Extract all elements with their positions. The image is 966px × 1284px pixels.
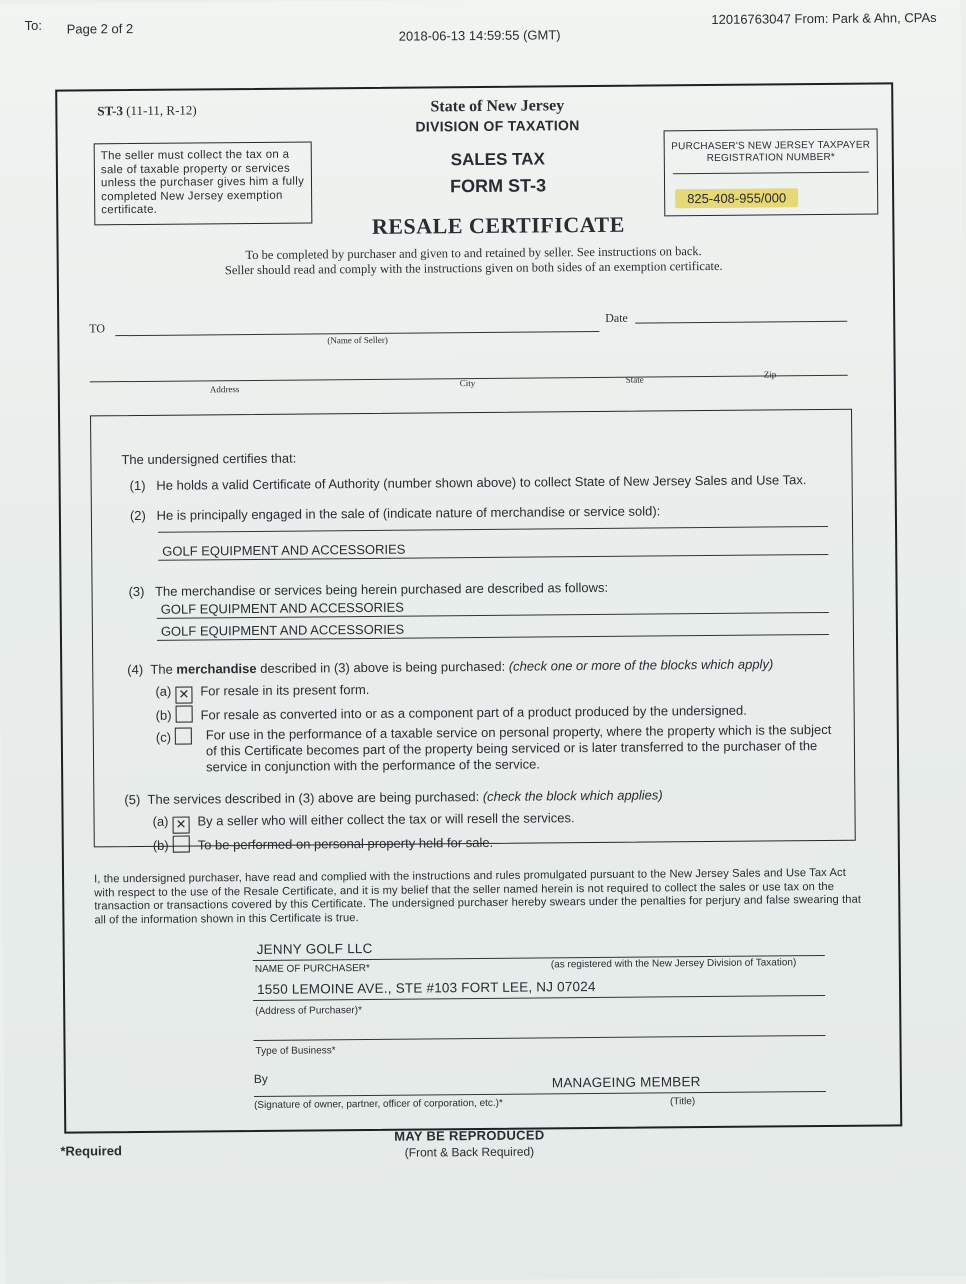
purchaser-name-label: NAME OF PURCHASER* bbox=[254, 962, 370, 975]
certification-box bbox=[90, 409, 856, 853]
item-2-number: (2) bbox=[129, 507, 146, 524]
sales-tax-heading: SALES TAX bbox=[450, 149, 545, 170]
reproduce-note bbox=[364, 1127, 574, 1160]
item-4b bbox=[156, 701, 747, 723]
declaration-text: I, the undersigned purchaser, have read and complied with the instructions and rules promulgated pursuant to the New Jersey Sales and Use Tax Act with respect to the use of the Resale Certificate, and it is my belief that the seller named herein is not required to collect the sales or use tax on the transaction or transactions covered by this Certificate. The undersigned purchaser hereby swears under the penalties for perjury and false swearing that all of the information shown in this Certificate is true. bbox=[94, 866, 862, 926]
front-back-required: (Front & Back Required) bbox=[404, 1144, 535, 1160]
item-4-pre: The bbox=[150, 661, 177, 677]
page-title: RESALE CERTIFICATE bbox=[371, 211, 625, 239]
item-3-number: (3) bbox=[128, 583, 145, 600]
state-caption: State bbox=[625, 374, 644, 385]
item-4c-text: For use in the performance of a taxable service on personal property, where the property which is the subject of this Certificate becomes part of the property being serviced or is later transferred to the purchaser of the service in conjunction with the performance of the service. bbox=[205, 721, 832, 775]
item-4c-letter-row bbox=[156, 727, 200, 744]
form-heading bbox=[357, 97, 638, 240]
item-5-text: The services described in (3) above are being purchased: bbox=[147, 788, 483, 807]
item-5b-letter: (b) bbox=[152, 837, 169, 853]
item-4-number: (4) bbox=[127, 661, 144, 678]
instructions bbox=[179, 243, 769, 278]
fax-datetime: 2018-06-13 14:59:55 (GMT) bbox=[398, 27, 561, 44]
registration-label: PURCHASER'S NEW JERSEY TAXPAYER REGISTRATION NUMBER* bbox=[671, 139, 871, 165]
item-1-number: (1) bbox=[129, 477, 146, 494]
instructions-line-2: Seller should read and comply with the instructions given on both sides of an exemption certificate. bbox=[224, 258, 723, 278]
fax-header bbox=[0, 10, 961, 48]
checkbox-5a[interactable]: ✕ bbox=[172, 817, 189, 834]
item-3-value-2[interactable]: GOLF EQUIPMENT AND ACCESSORIES bbox=[160, 621, 405, 639]
item-2-value[interactable]: GOLF EQUIPMENT AND ACCESSORIES bbox=[162, 541, 406, 559]
divider bbox=[158, 526, 828, 533]
cert-intro: The undersigned certifies that: bbox=[121, 450, 297, 468]
item-4a bbox=[155, 682, 369, 704]
title-label: (Title) bbox=[669, 1096, 696, 1108]
item-5-number: (5) bbox=[124, 791, 141, 808]
purchaser-name[interactable]: JENNY GOLF LLC bbox=[256, 940, 373, 957]
item-2 bbox=[130, 503, 661, 523]
item-5a-text: By a seller who will either collect the tax or will resell the services. bbox=[197, 810, 575, 829]
required-note: *Required bbox=[60, 1143, 122, 1159]
state-name: State of New Jersey bbox=[430, 97, 565, 116]
item-4 bbox=[127, 656, 773, 677]
item-5b bbox=[153, 833, 494, 853]
item-5a bbox=[153, 810, 575, 834]
item-4b-letter: (b) bbox=[155, 707, 172, 723]
instructions-line-1: To be completed by purchaser and given to and retained by seller. See instructions on back. bbox=[245, 244, 702, 263]
divider bbox=[673, 172, 869, 175]
item-4c-letter: (c) bbox=[155, 729, 172, 745]
item-4b-text: For resale as converted into or as a component part of a product produced by the undersigned. bbox=[200, 702, 747, 723]
checkbox-4a[interactable]: ✕ bbox=[175, 687, 192, 704]
to-label: TO bbox=[89, 321, 106, 336]
purchaser-address[interactable]: 1550 LEMOINE AVE., STE #103 FORT LEE, NJ 07024 bbox=[256, 979, 596, 997]
address-caption: Address bbox=[209, 384, 240, 395]
item-5-italic: (check the block which applies) bbox=[482, 787, 663, 804]
item-4-post: described in (3) above is being purchased: bbox=[256, 658, 509, 676]
business-type-field[interactable] bbox=[253, 1035, 825, 1041]
seller-note-box: The seller must collect the tax on a sale of taxable property or services unless the purchaser gives him a fully completed New Jersey exemption certificate. bbox=[94, 141, 313, 224]
checkbox-4c[interactable] bbox=[175, 728, 192, 745]
purchaser-title[interactable]: MANAGEING MEMBER bbox=[551, 1074, 701, 1091]
business-type-label: Type of Business* bbox=[255, 1045, 336, 1057]
item-4a-text: For resale in its present form. bbox=[200, 681, 370, 699]
form-number: FORM ST-3 bbox=[449, 175, 547, 197]
signature-label: (Signature of owner, partner, officer of corporation, etc.)* bbox=[254, 1097, 503, 1111]
seller-name-caption: (Name of Seller) bbox=[327, 334, 388, 346]
form-code: ST-3 bbox=[97, 103, 123, 119]
item-3 bbox=[128, 580, 608, 599]
form-id bbox=[97, 102, 196, 119]
date-label: Date bbox=[605, 310, 628, 325]
item-4a-letter: (a) bbox=[155, 683, 172, 699]
checkbox-4b[interactable] bbox=[175, 706, 192, 723]
checkbox-5b[interactable] bbox=[173, 836, 190, 853]
fax-page-count: Page 2 of 2 bbox=[66, 21, 134, 37]
signature-field[interactable] bbox=[254, 1091, 826, 1097]
may-be-reproduced: MAY BE REPRODUCED bbox=[394, 1127, 545, 1144]
item-5b-text: To be performed on personal property held for sale. bbox=[197, 834, 494, 853]
fax-to: To: bbox=[24, 17, 43, 33]
item-1 bbox=[130, 472, 807, 493]
fax-from: 12016763047 From: Park & Ahn, CPAs bbox=[711, 9, 937, 27]
city-caption: City bbox=[459, 378, 476, 389]
division-name: DIVISION OF TAXATION bbox=[415, 117, 580, 135]
form-revision: (11-11, R-12) bbox=[126, 102, 197, 119]
by-label: By bbox=[253, 1071, 268, 1086]
item-3-text: The merchandise or services being herein purchased are described as follows: bbox=[154, 579, 609, 599]
registration-box bbox=[664, 129, 879, 217]
item-5 bbox=[124, 787, 662, 807]
item-5a-letter: (a) bbox=[152, 813, 169, 829]
purchaser-name-note: (as registered with the New Jersey Division of Taxation) bbox=[550, 957, 797, 971]
purchaser-address-label: (Address of Purchaser)* bbox=[255, 1005, 362, 1017]
date-field[interactable] bbox=[635, 321, 847, 324]
zip-caption: Zip bbox=[763, 369, 777, 380]
item-3-value-1[interactable]: GOLF EQUIPMENT AND ACCESSORIES bbox=[160, 599, 404, 617]
registration-number: 825-408-955/000 bbox=[675, 188, 798, 208]
item-2-text: He is principally engaged in the sale of (indicate nature of merchandise or service sold): bbox=[156, 503, 661, 523]
item-1-text: He holds a valid Certificate of Authority (number shown above) to collect State of New Jersey Sales and Use Tax. bbox=[156, 472, 807, 493]
form-st3 bbox=[55, 82, 902, 1133]
item-4-italic: (check one or more of the blocks which apply) bbox=[508, 656, 774, 674]
item-4-bold: merchandise bbox=[176, 660, 257, 677]
